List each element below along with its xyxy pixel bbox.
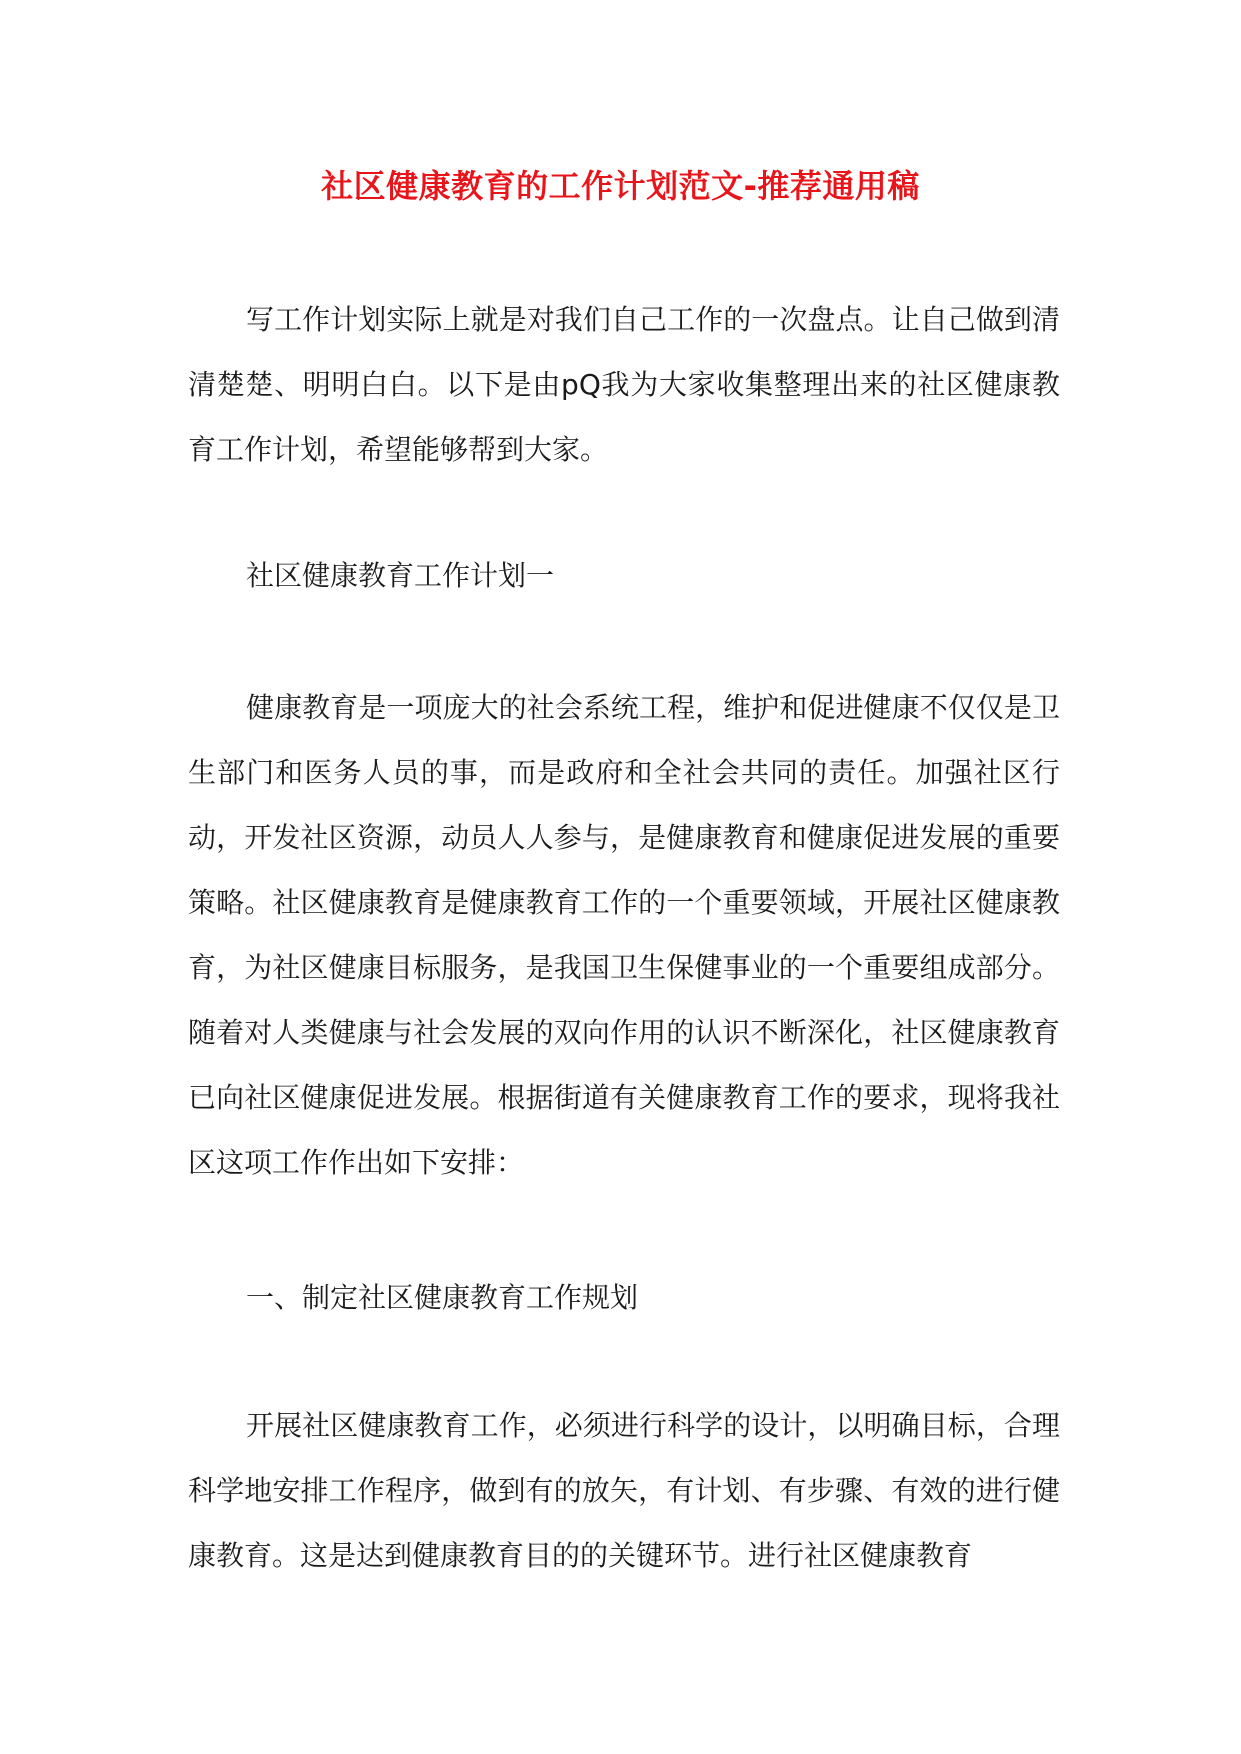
intro-paragraph: 写工作计划实际上就是对我们自己工作的一次盘点。让自己做到清清楚楚、明明白白。以下是由pQ我为大家收集整理出来的社区健康教育工作计划，希望能够帮到大家。 (188, 303, 1060, 466)
body-paragraph: 健康教育是一项庞大的社会系统工程，维护和促进健康不仅仅是卫生部门和医务人员的事，而是政府和全社会共同的责任。加强社区行动，开发社区资源，动员人人参与，是健康教育和健康促进发展的重要策略。社区健康教育是健康教育工作的一个重要领域，开展社区健康教育，为社区健康目标服务，是我国卫生保健事业的一个重要组成部分。随着对人类健康与社会发展的双向作用的认识不断深化，社区健康教育已向社区健康促进发展。根据街道有关健康教育工作的要求，现将我社区这项工作作出如下安排： (188, 691, 1060, 1179)
section-heading: 社区健康教育工作计划一 (246, 559, 555, 592)
document-title: 社区健康教育的工作计划范文-推荐通用稿 (321, 167, 920, 205)
subheading-1: 一、制定社区健康教育工作规划 (246, 1281, 639, 1314)
subparagraph-1: 开展社区健康教育工作，必须进行科学的设计，以明确目标，合理科学地安排工作程序，做到有的放矢，有计划、有步骤、有效的进行健康教育。这是达到健康教育目的的关键环节。进行社区健康教育 (188, 1409, 1060, 1572)
